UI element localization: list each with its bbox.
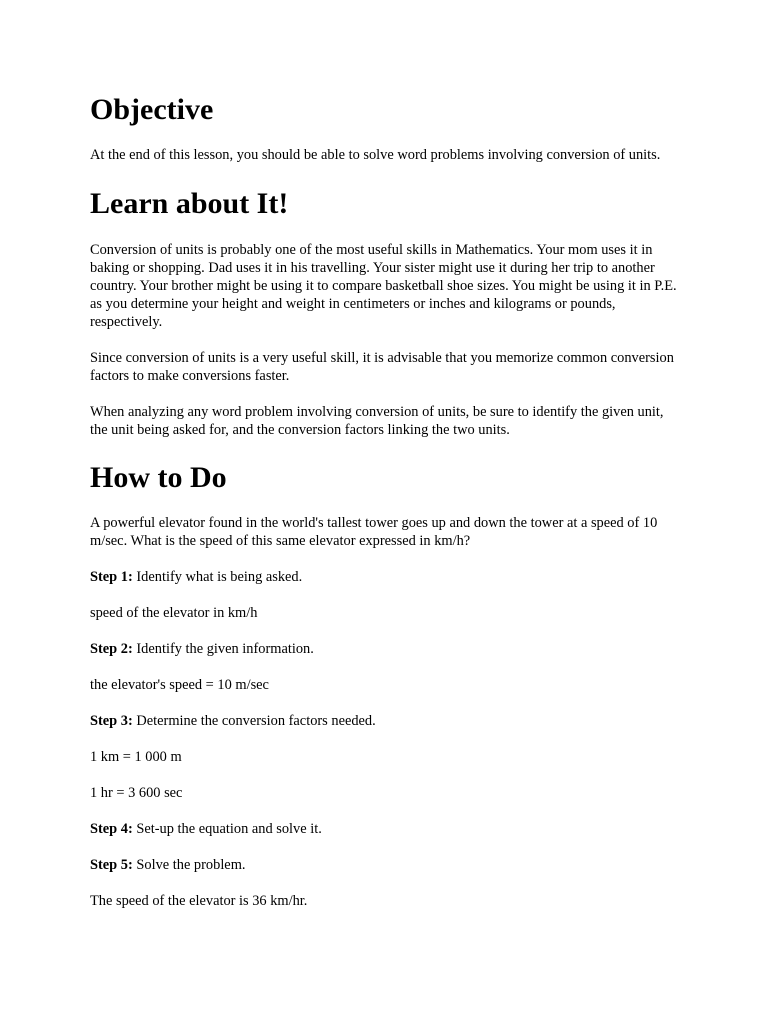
step-4-text: Set-up the equation and solve it.: [132, 821, 322, 837]
learn-paragraph-2: Since conversion of units is a very useful skill, it is advisable that you memorize common conversion factors to make conversions faster.: [90, 350, 674, 384]
step-5-text: Solve the problem.: [132, 857, 246, 873]
step-1-label: Step 1:: [90, 569, 133, 585]
learn-paragraph-1: Conversion of units is probably one of the most useful skills in Mathematics. Your mom uses it in baking or shopping. Dad uses it in his travelling. Your sister might use it during her trip to another country. Your brother might be using it to compare basketball shoe sizes. You might be using it in P.E. as you determine your height and weight in centimeters or inches and kilograms or pounds, respectively.: [90, 242, 677, 330]
step-3-text: Determine the conversion factors needed.: [132, 713, 376, 729]
document-page: [90, 92, 680, 910]
step-3-label: Step 3:: [90, 713, 133, 729]
step-3: [90, 712, 680, 730]
step-2: [90, 640, 680, 658]
objective-heading: Objective: [90, 93, 214, 126]
learn-paragraph-3: When analyzing any word problem involving conversion of units, be sure to identify the given unit, the unit being asked for, and the conversion factors linking the two units.: [90, 404, 664, 438]
factor-1: 1 km = 1 000 m: [90, 749, 182, 765]
step-1: [90, 568, 680, 586]
answer-text: The speed of the elevator is 36 km/hr.: [90, 893, 308, 909]
step-2-text: Identify the given information.: [132, 641, 314, 657]
step-2-label: Step 2:: [90, 641, 133, 657]
step-4-label: Step 4:: [90, 821, 133, 837]
step-1-text: Identify what is being asked.: [132, 569, 303, 585]
learn-heading: Learn about It!: [90, 187, 289, 220]
how-heading: How to Do: [90, 461, 227, 494]
step-4: [90, 820, 680, 838]
step-5: [90, 856, 680, 874]
how-intro: A powerful elevator found in the world's tallest tower goes up and down the tower at a speed of 10 m/sec. What is the speed of this same elevator expressed in km/h?: [90, 515, 658, 549]
factor-2: 1 hr = 3 600 sec: [90, 785, 183, 801]
given-text: the elevator's speed = 10 m/sec: [90, 677, 269, 693]
asked-text: speed of the elevator in km/h: [90, 605, 258, 621]
objective-text: At the end of this lesson, you should be able to solve word problems involving conversion of units.: [90, 147, 661, 163]
step-5-label: Step 5:: [90, 857, 133, 873]
